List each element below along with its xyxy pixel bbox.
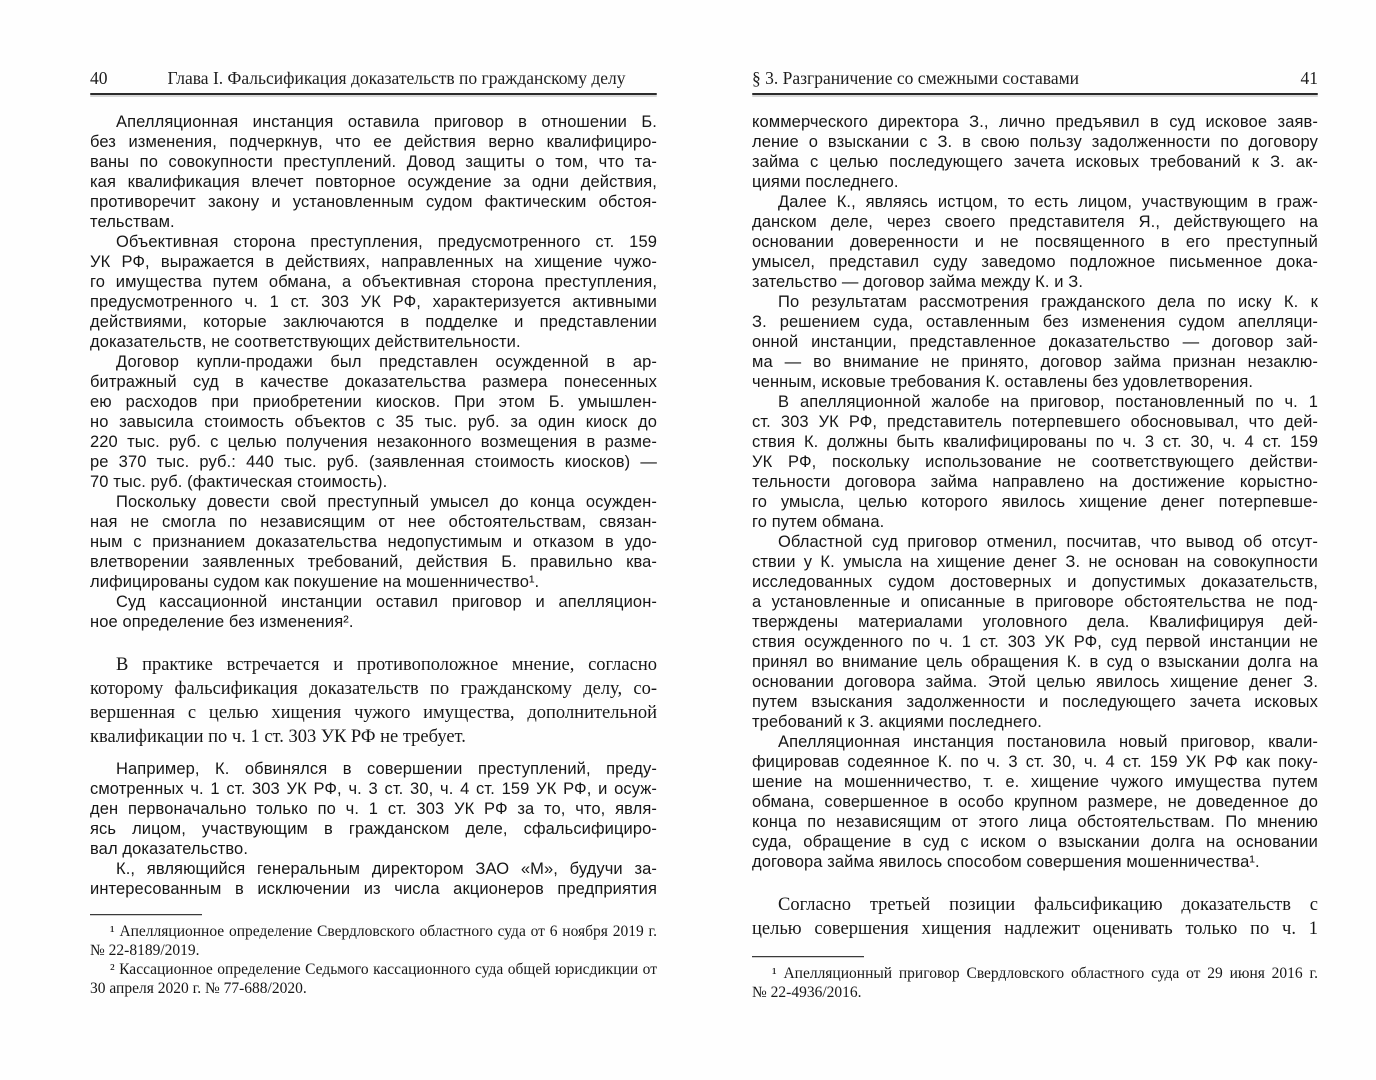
paragraph: [752, 112, 1318, 192]
text-line: № 22-4936/2016.: [752, 984, 862, 1001]
text-line: УК РФ, поскольку использование не соответствующего действи-: [752, 453, 1318, 471]
text-line: ст. 303 УК РФ, представитель потерпевшего обосновывал, что дей-: [752, 413, 1318, 431]
text-line: займа с целью последующего зачета исковых требований к З. ак-: [752, 153, 1318, 171]
text-line: ление о взыскании с З. в свою пользу задолженности по договору: [752, 133, 1318, 151]
text-line: Суд кассационной инстанции оставил приговор и апелляцион-: [116, 593, 657, 611]
text-line: но завысила стоимость объектов с 35 тыс. руб. за один киоск до: [90, 413, 657, 431]
text-line: Согласно третьей позиции фальсификацию доказательств с: [778, 895, 1318, 915]
paragraph: [752, 292, 1318, 392]
text-line: ² Кассационное определение Седьмого кассационного суда общей юрисдикции от: [110, 961, 657, 978]
footnote: [90, 922, 657, 960]
text-line: Апелляционная инстанция оставила приговор в отношении Б.: [116, 113, 657, 131]
text-line: По результатам рассмотрения гражданского дела по иску К. к: [778, 293, 1318, 311]
text-line: ствия осужденного по ч. 1 ст. 303 УК РФ, суд первой инстанции не: [752, 633, 1318, 651]
text-line: действиями, которые заключаются в подделке и представлении: [90, 313, 657, 331]
text-line: ¹ Апелляционное определение Свердловского областного суда от 6 ноября 2019 г.: [110, 923, 657, 940]
page-40: [90, 68, 657, 1058]
page-body: [752, 112, 1318, 941]
text-line: 220 тыс. руб. с целью получения незаконного возмещения в разме-: [90, 433, 657, 451]
header-rule: [752, 93, 1318, 95]
text-line: интересованным в исключении из числа акционеров предприятия: [90, 880, 657, 898]
paragraph: [90, 653, 657, 749]
text-line: ма — во внимание не принято, договор займа признан незаклю-: [752, 353, 1318, 371]
text-line: требований к З. акциями последнего.: [752, 713, 1042, 731]
text-line: ная не смогла по независящим от нее обстоятельствам, связан-: [90, 513, 657, 531]
text-line: З. решением суда, оставленным без изменения судом апелляци-: [752, 313, 1318, 331]
paragraph: [752, 732, 1318, 872]
footnotes: [90, 922, 657, 998]
text-line: тверждены материалами уголовного дела. Квалифицируя дей-: [752, 613, 1318, 631]
text-line: ре 370 тыс. руб.: 440 тыс. руб. (заявленная стоимость киосков) —: [90, 453, 657, 471]
footnote: [752, 964, 1318, 1002]
text-line: ным с признанием доказательства недопустимым и отказом в удо-: [90, 533, 657, 551]
paragraph: [90, 352, 657, 492]
page-41: [752, 68, 1318, 1058]
text-line: циями последнего.: [752, 173, 899, 191]
text-line: суда, обращение в суд с иском о взыскании долга на основании: [752, 833, 1318, 851]
text-line: вершенная с целью хищения чужого имущества, дополнительной: [90, 703, 657, 723]
text-line: ясь лицом, участвующим в гражданском деле, сфальсифициро-: [90, 820, 657, 838]
text-line: Далее К., являясь истцом, то есть лицом, участвующим в граж-: [778, 193, 1318, 211]
text-line: обмана, совершенное в особо крупном размере, не доведенное до: [752, 793, 1318, 811]
text-line: без изменения, подчеркнув, что ее действия верно квалифициро-: [90, 133, 657, 151]
text-line: В практике встречается и противоположное мнение, согласно: [116, 655, 657, 675]
footnote-block: [90, 914, 657, 998]
footnote-rule: [752, 956, 864, 957]
text-line: Объективная сторона преступления, предусмотренного ст. 159: [116, 233, 657, 251]
header-rule: [90, 93, 657, 95]
paragraph: [90, 759, 657, 859]
paragraph: [90, 859, 657, 899]
text-line: доказательств, не соответствующих действительности.: [90, 333, 521, 351]
text-line: путем взыскания задолженности и последующего зачета исковых: [752, 693, 1318, 711]
text-line: основании доверенности и не посвященного в его преступный: [752, 233, 1318, 251]
footnote-rule: [90, 914, 202, 915]
page-header: [90, 68, 657, 88]
text-line: Договор купли-продажи был представлен осужденной в ар-: [116, 353, 657, 371]
text-line: го путем обмана.: [752, 513, 885, 531]
text-line: го имущества путем обмана, а объективная сторона преступления,: [90, 273, 657, 291]
text-line: К., являющийся генеральным директором ЗАО «М», будучи за-: [116, 860, 657, 878]
running-title: § 3. Разграничение со смежными составами: [752, 68, 1080, 88]
text-line: ваны по совокупности преступлений. Довод защиты о том, что та-: [90, 153, 657, 171]
text-line: данском деле, через своего представителя Я., действующего на: [752, 213, 1318, 231]
text-line: смотренных ч. 1 ст. 303 УК РФ, ч. 3 ст. 30, ч. 4 ст. 159 УК РФ, и осуж-: [90, 780, 657, 798]
text-line: предусмотренного ч. 1 ст. 303 УК РФ, характеризуется активными: [90, 293, 657, 311]
page-number: 40: [90, 68, 108, 88]
text-line: кая квалификация влечет повторное осуждение за одни действия,: [90, 173, 657, 191]
footnote-block: [752, 956, 1318, 1002]
paragraph: [752, 893, 1318, 941]
paragraph: [90, 592, 657, 632]
text-line: конца по независящим от этого лица обстоятельствам. По мнению: [752, 813, 1318, 831]
footnotes: [752, 964, 1318, 1002]
paragraph: [752, 392, 1318, 532]
text-line: Апелляционная инстанция постановила новый приговор, квали-: [778, 733, 1318, 751]
page-header: [752, 68, 1318, 88]
paragraph: [752, 192, 1318, 292]
text-line: влетворении заявленных требований, действия Б. правильно ква-: [90, 553, 657, 571]
text-line: лифицированы судом как покушение на мошенничество¹.: [90, 573, 540, 591]
text-line: принял во внимание цель обращения К. в суд о взыскании долга на: [752, 653, 1318, 671]
page-body: [90, 112, 657, 899]
text-line: Областной суд приговор отменил, посчитав, что вывод об отсут-: [778, 533, 1318, 551]
text-line: зательство — договор займа между К. и З.: [752, 273, 1084, 291]
text-line: битражный суд в качестве доказательства размера понесенных: [90, 373, 657, 391]
text-line: ствии у К. умысла на хищение денег З. не основан на совокупности: [752, 553, 1318, 571]
text-line: Например, К. обвинялся в совершении преступлений, преду-: [116, 760, 657, 778]
text-line: вал доказательство.: [90, 840, 248, 858]
text-line: договора займа явилось способом совершения мошенничества¹.: [752, 853, 1260, 871]
footnote: [90, 960, 657, 998]
text-line: фицировав содеянное К. по ч. 3 ст. 30, ч. 4 ст. 159 УК РФ как поку-: [752, 753, 1318, 771]
text-line: УК РФ, выражается в действиях, направленных на хищение чужо-: [90, 253, 657, 271]
paragraph: [90, 492, 657, 592]
text-line: противоречит закону и установленным судом фактическим обстоя-: [90, 193, 657, 211]
text-line: тельствам.: [90, 213, 175, 231]
text-line: № 22-8189/2019.: [90, 942, 200, 959]
text-line: которому фальсификация доказательств по гражданскому делу, со-: [90, 679, 657, 699]
text-line: ею расходов при приобретении киосков. При этом Б. умышлен-: [90, 393, 657, 411]
text-line: 70 тыс. руб. (фактическая стоимость).: [90, 473, 388, 491]
text-line: исследованных судом достоверных и допустимых доказательств,: [752, 573, 1318, 591]
paragraph: [90, 112, 657, 232]
text-line: ченным, исковые требования К. оставлены без удовлетворения.: [752, 373, 1254, 391]
text-line: основании договора займа. Этой целью явилось хищение денег З.: [752, 673, 1318, 691]
text-line: го умысла, целью которого явилось хищение денег потерпевше-: [752, 493, 1318, 511]
text-line: ное определение без изменения².: [90, 613, 354, 631]
text-line: Поскольку довести свой преступный умысел до конца осужден-: [116, 493, 657, 511]
text-line: ¹ Апелляционный приговор Свердловского областного суда от 29 июня 2016 г.: [772, 965, 1318, 982]
paragraph: [752, 532, 1318, 732]
text-line: тельности договора займа направлено на достижение корыстно-: [752, 473, 1318, 491]
text-line: а установленные и описанные в приговоре обстоятельства не под-: [752, 593, 1318, 611]
page-number: 41: [1300, 68, 1318, 88]
running-title: Глава I. Фальсификация доказательств по гражданскому делу: [167, 68, 626, 88]
text-line: коммерческого директора З., лично предъявил в суд исковое заяв-: [752, 113, 1318, 131]
text-line: ден первоначально только по ч. 1 ст. 303 УК РФ за то, что, явля-: [90, 800, 657, 818]
text-line: В апелляционной жалобе на приговор, постановленный по ч. 1: [778, 393, 1318, 411]
paragraph: [90, 232, 657, 352]
text-line: шение на мошенничество, т. е. хищение чужого имущества путем: [752, 773, 1318, 791]
text-line: онной инстанции, представленное доказательство — договор зай-: [752, 333, 1318, 351]
text-line: 30 апреля 2020 г. № 77-688/2020.: [90, 980, 307, 997]
text-line: целью совершения хищения надлежит оценивать только по ч. 1: [752, 919, 1318, 939]
text-line: ствия К. должны быть квалифицированы по ч. 3 ст. 30, ч. 4 ст. 159: [752, 433, 1318, 451]
text-line: квалификации по ч. 1 ст. 303 УК РФ не требует.: [90, 727, 466, 747]
text-line: умысел, представил суду заведомо подложное письменное дока-: [752, 253, 1318, 271]
